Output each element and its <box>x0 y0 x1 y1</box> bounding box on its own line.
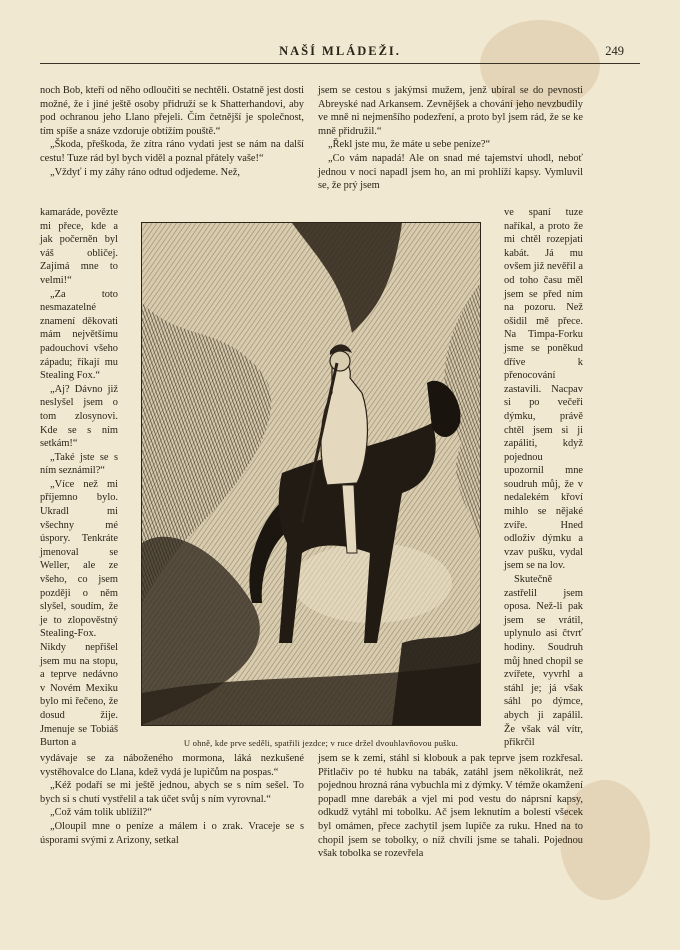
paragraph: vydávaje se za náboženého mormona, láká nezkušené vystěhovalce do Llana, kdež vydá je lupičům na pospas.“ <box>40 753 304 778</box>
paragraph: kamaráde, povězte mi přece, kde a jak počerněn byl váš obličej. Zajímá mne to velmi!“ <box>40 207 118 286</box>
column-left-bottom <box>40 752 304 847</box>
paragraph: „Což vám tolik ublížil?“ <box>50 807 152 819</box>
rider-engraving <box>142 223 480 725</box>
illustration-caption: U ohně, kde prve seděli, spatřili jezdce; v ruce držel dvouhlavňovou pušku. <box>183 738 459 748</box>
column-right-narrow <box>504 206 583 750</box>
paragraph: jsem se k zemi, stáhl si klobouk a pak teprve jsem rozkřesal. Přitlačiv po té hubku na tabák, zatáhl jsem několikrát, než pojednou hrozná rána vybuchla mi z dýmky. V témže okamžení popadl mne darebák a vjel mi pod vestu do náprsní kapsy, odkudž vytáhl mi tobolku. Ač jsem leknutím a bolestí všecek byl omámen, přece zachytil jsem lupiče za ruku. Hned na to chopil jsem se tobolky, o níž chvíli jsme se tahali. Pojednou však tobolka se rozevřela <box>318 753 583 860</box>
paragraph: Skutečně zastřelil jsem oposa. Než-li pak jsem se vrátil, uplynulo asi čtvrť hodiny. Soudruh můj hned chopil se zvířete, vyvrhl a stáhl je; já však sáhl po dýmce, abych ji zapálil. Že však vál vítr, přikrčil <box>504 574 583 749</box>
paragraph: „Kéž podaří se mi ještě jednou, abych se s ním sešel. To bych si s chutí vystřelil a tak účet svůj s ním vyrovnal.“ <box>40 780 304 805</box>
paragraph: ve spaní tuze naříkal, a proto že mi chtěl rozepjati kabát. Já mu ovšem již nevěřil a od toho času měl jsem se před ním na pozoru. Než ošidil mě přece. Na Timpa-Forku jsme se poněkud dříve k přenocování zastavili. Nacpav si po večeři dýmku, právě chtěl jsem si ji zapáliti, když pojednou upozornil mne soudruh můj, že v nedalekém křoví mihlo se nějaké zvíře. Hned odloživ dýmku a vzav pušku, vydal jsem se na lov. <box>504 207 583 572</box>
paragraph: „Škoda, přeškoda, že zítra ráno vydati jest se nám na další cestu! Tuze rád byl bych viděl a poznal přátely vaše!“ <box>40 139 304 164</box>
header-rule <box>40 63 640 64</box>
paragraph: „Aj? Dávno již neslyšel jsem o tom zlosynovi. Kde se s ním setkám!“ <box>40 383 118 450</box>
paragraph: „Co vám napadá! Ale on snad mé tajemství uhodl, neboť jednou v noci napadl jsem ho, an mi prohlíží kapsy. Vymluvil se, že prý jsem <box>318 152 583 192</box>
page-number: 249 <box>605 44 624 58</box>
running-header <box>40 44 640 62</box>
paragraph: „Také jste se s ním seznámil?“ <box>40 451 118 477</box>
paragraph: noch Bob, kteří od něho odloučiti se nechtěli. Ostatně jest dosti možné, že i jiné ještě osoby přidruží se k Shatterhandovi, aby pod ochranou jeho Llano přejeli. Čím četnější je společnost, tím spíše a snáze vzdoruje obtížím pouště.“ <box>40 85 304 137</box>
paragraph: „Více než mi příjemno bylo. Ukradl mi všechny mé úspory. Tenkráte jmenoval se Weller, ale ze všeho, co jsem později o něm slyšel, soudím, že je to zlopověstný Stealing-Fox. Nikdy nepřišel jsem mu na stopu, a teprve nedávno v Novém Mexiku bylo mi řečeno, že dosud žije. Jmenuje se Tobiáš Burton a <box>40 478 118 749</box>
column-left-narrow <box>40 206 118 750</box>
paragraph: „Za toto nesmazatelné znamení děkovati mám největšímu padouchovi všeho západu; říkají mu Stealing Fox.“ <box>40 288 118 382</box>
column-right-top <box>318 84 583 193</box>
paragraph: „Řekl jste mu, že máte u sebe peníze?“ <box>328 139 491 151</box>
header-title: NAŠÍ MLÁDEŽI. <box>279 44 401 58</box>
column-left-top <box>40 84 304 179</box>
paragraph: jsem se cestou s jakýmsi mužem, jenž ubíral se do pevnosti Abreyské nad Arkansem. Zevnějšek a chování jeho nevzbudily ve mně ni nejmenšího podezření, a proto byl jsem rád, že se ke mně přidružil.“ <box>318 85 583 137</box>
paragraph: „Vždyť i my záhy ráno odtud odjedeme. Než, <box>50 166 240 178</box>
column-right-bottom <box>318 752 583 861</box>
engraving-illustration <box>141 222 481 726</box>
paragraph: „Oloupil mne o peníze a málem i o zrak. Vraceje se s úsporami svými z Arizony, setkal <box>40 820 304 846</box>
